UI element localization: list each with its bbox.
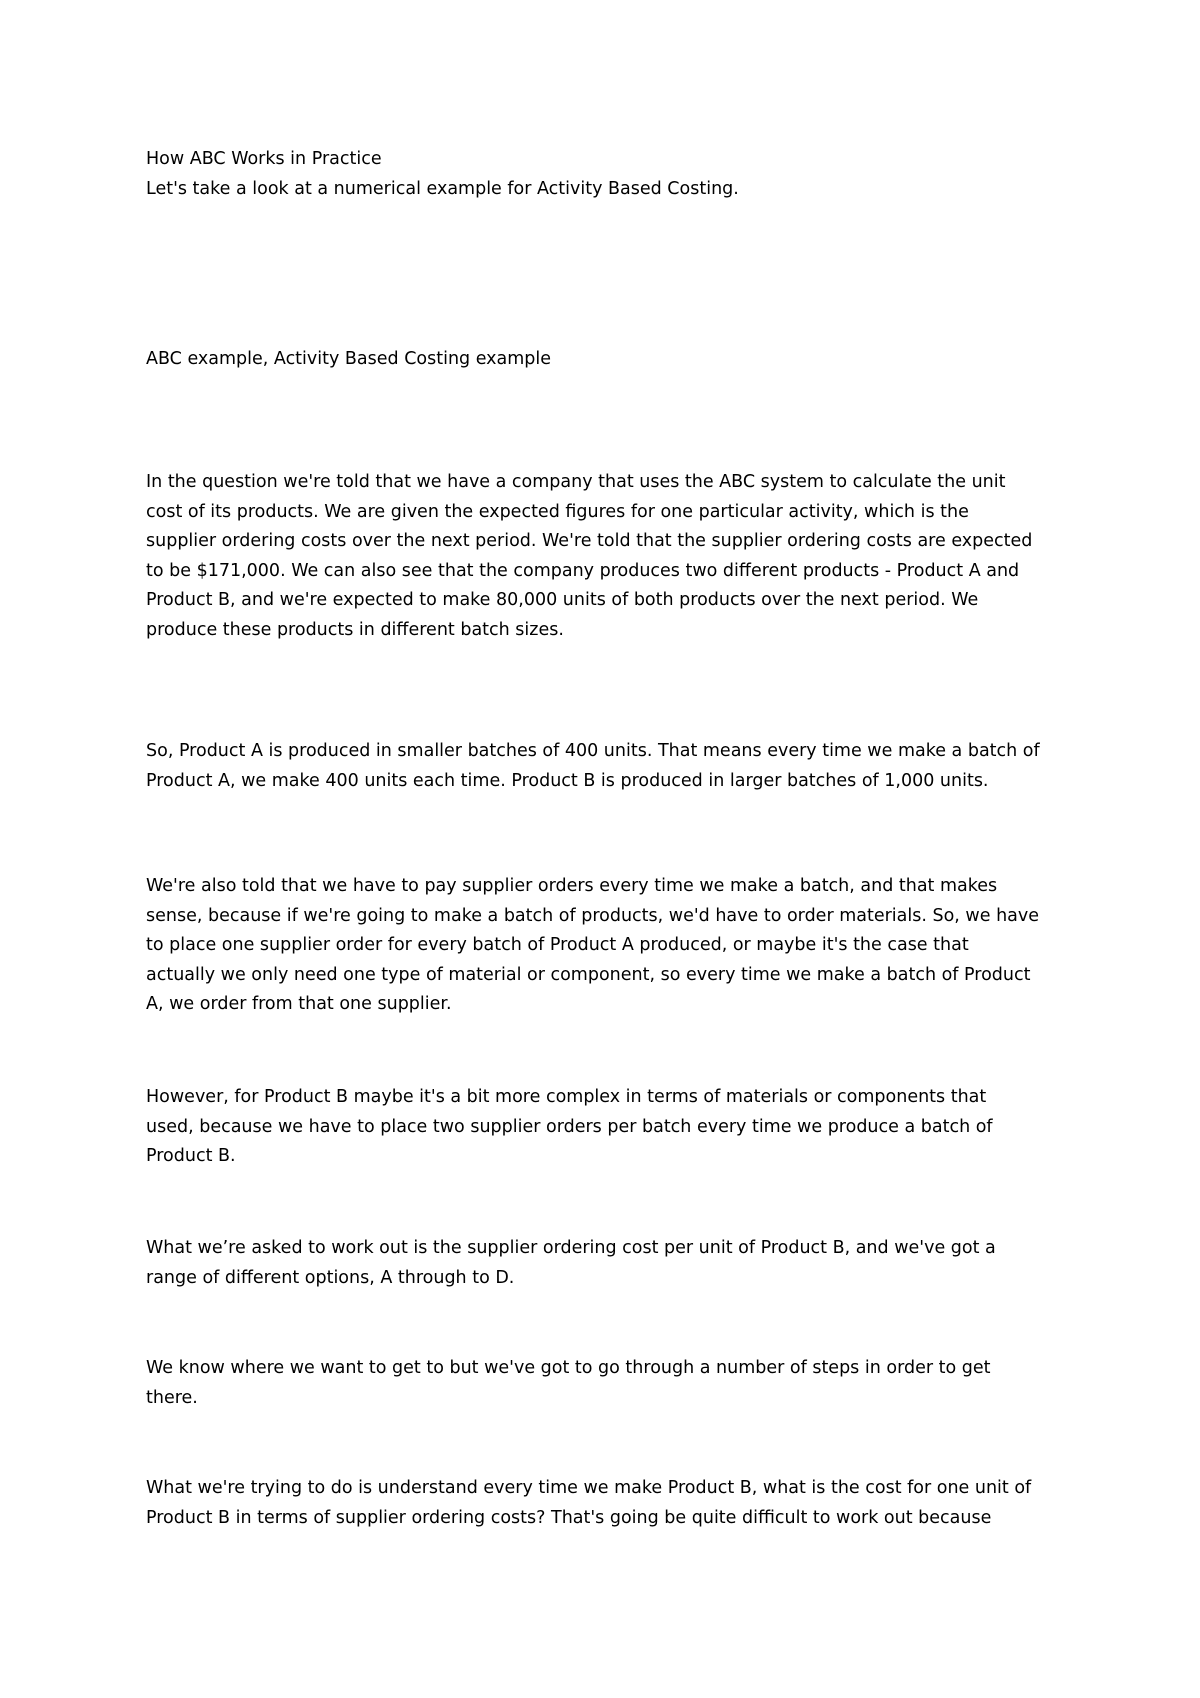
- paragraph-line: supplier ordering costs over the next period. We're told that the supplier ordering costs are expected: [146, 531, 1033, 552]
- paragraph-2: [146, 737, 1066, 796]
- paragraph-line: A, we order from that one supplier.: [146, 994, 452, 1015]
- paragraph-6: [146, 1354, 1066, 1413]
- paragraph-line: to place one supplier order for every batch of Product A produced, or maybe it's the case that: [146, 935, 969, 956]
- paragraph-line: used, because we have to place two supplier orders per batch every time we produce a batch of: [146, 1116, 993, 1137]
- paragraph-line: range of different options, A through to D.: [146, 1267, 515, 1288]
- paragraph-line: Product B in terms of supplier ordering costs? That's going be quite difficult to work out because: [146, 1507, 992, 1528]
- image-caption: ABC example, Activity Based Costing example: [146, 349, 552, 369]
- document-title: How ABC Works in Practice: [146, 149, 382, 169]
- paragraph-line: What we're trying to do is understand every time we make Product B, what is the cost for one unit of: [146, 1478, 1032, 1498]
- paragraph-line: actually we only need one type of material or component, so every time we make a batch of Product: [146, 964, 1031, 985]
- paragraph-line: to be $171,000. We can also see that the company produces two different products - Product A and: [146, 560, 1020, 581]
- paragraph-line: there.: [146, 1387, 198, 1408]
- paragraph-line: We're also told that we have to pay supplier orders every time we make a batch, and that makes: [146, 876, 998, 896]
- paragraph-line: cost of its products. We are given the expected figures for one particular activity, which is the: [146, 501, 969, 522]
- paragraph-line: What we’re asked to work out is the supplier ordering cost per unit of Product B, and we've got a: [146, 1238, 996, 1258]
- paragraph-line: We know where we want to get to but we've got to go through a number of steps in order to get: [146, 1358, 991, 1378]
- paragraph-line: Product B.: [146, 1146, 236, 1167]
- paragraph-7: [146, 1474, 1066, 1533]
- paragraph-line: In the question we're told that we have a company that uses the ABC system to calculate the unit: [146, 472, 1006, 492]
- paragraph-1: [146, 468, 1066, 646]
- paragraph-line: sense, because if we're going to make a batch of products, we'd have to order materials. So, we have: [146, 905, 1040, 926]
- paragraph-5: [146, 1234, 1066, 1293]
- paragraph-line: However, for Product B maybe it's a bit more complex in terms of materials or components that: [146, 1087, 987, 1107]
- intro-text: Let's take a look at a numerical example for Activity Based Costing.: [146, 179, 739, 199]
- paragraph-line: So, Product A is produced in smaller batches of 400 units. That means every time we make a batch of: [146, 741, 1040, 761]
- paragraph-line: Product B, and we're expected to make 80,000 units of both products over the next period. We: [146, 590, 979, 611]
- paragraph-3: [146, 872, 1066, 1020]
- paragraph-4: [146, 1083, 1066, 1172]
- paragraph-line: produce these products in different batch sizes.: [146, 619, 564, 640]
- paragraph-line: Product A, we make 400 units each time. Product B is produced in larger batches of 1,000 units.: [146, 770, 989, 791]
